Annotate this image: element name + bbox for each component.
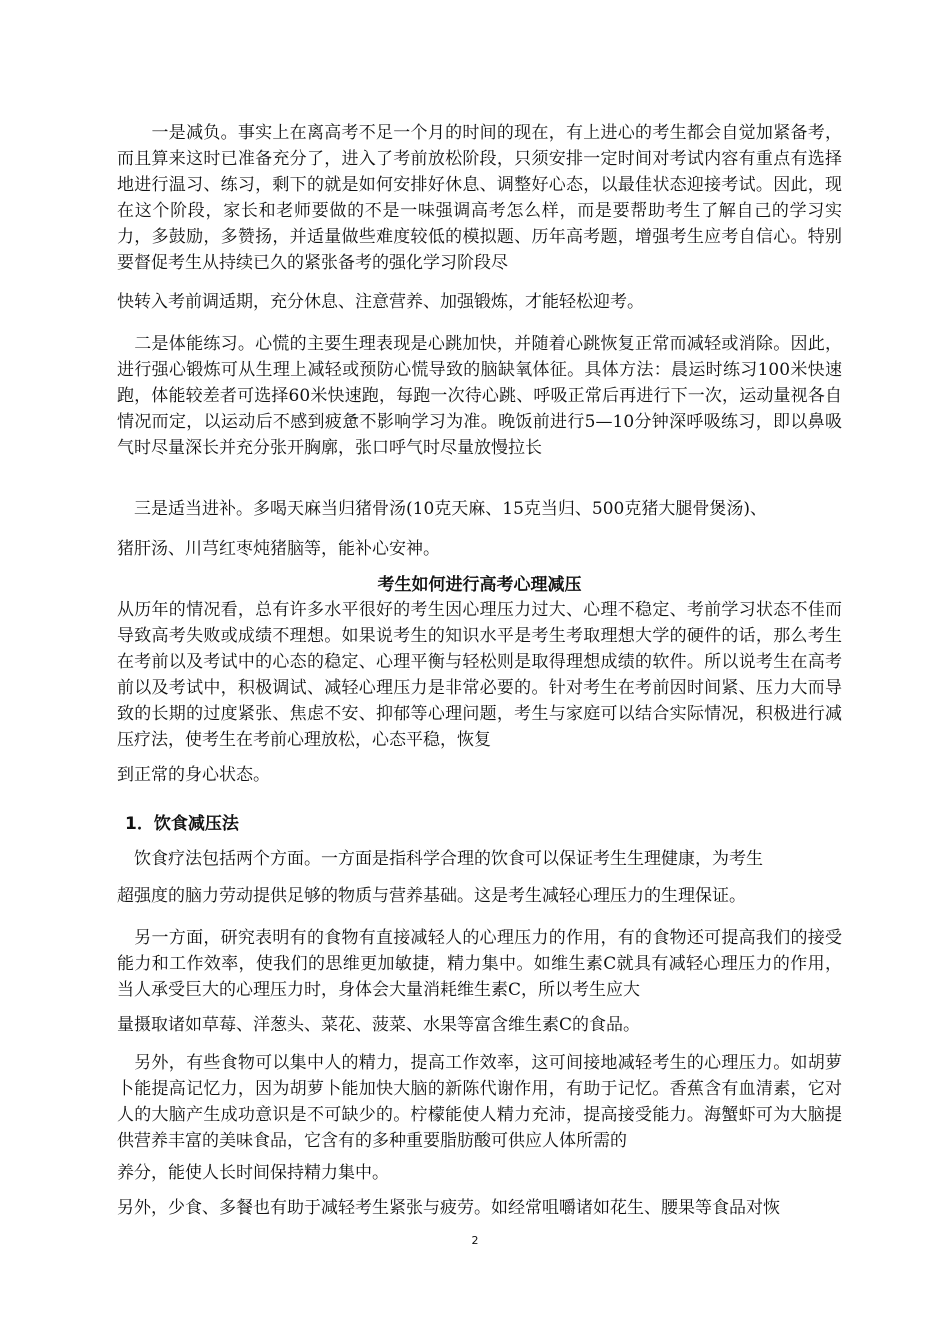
section-heading-diet: 1．饮食减压法 xyxy=(125,814,239,834)
paragraph-reduce-burden-end: 快转入考前调适期，充分休息、注意营养、加强锻炼，才能轻松迎考。 xyxy=(117,292,644,312)
paragraph-intro: 从历年的情况看，总有许多水平很好的考生因心理压力过大、心理不稳定、考前学习状态不佳而导致高考失败或成绩不理想。如果说考生的知识水平是考生考取理想大学的硬件的话，那么考生在考前以及考试中的心态的稳定、心理平衡与轻松则是取得理想成绩的软件。所以说考生在高考前以及考试中，积极调试、减轻心理压力是非常必要的。针对考生在考前因时间紧、压力大而导致的长期的过度紧张、焦虑不安、抑郁等心理问题，考生与家庭可以结合实际情况，积极进行减压疗法，使考生在考前心理放松，心态平稳，恢复 xyxy=(117,600,842,750)
paragraph-diet-2-end: 量摄取诸如草莓、洋葱头、菜花、菠菜、水果等富含维生素C的食品。 xyxy=(117,1015,641,1035)
paragraph-diet-1-end: 超强度的脑力劳动提供足够的物质与营养基础。这是考生减轻心理压力的生理保证。 xyxy=(117,886,746,906)
paragraph-intro-end: 到正常的身心状态。 xyxy=(117,765,270,785)
page-number: 2 xyxy=(471,1234,479,1247)
article-title: 考生如何进行高考心理减压 xyxy=(377,575,582,595)
paragraph-physical-training: 二是体能练习。心慌的主要生理表现是心跳加快，并随着心跳恢复正常而减轻或消除。因此，进行强心锻炼可从生理上减轻或预防心慌导致的脑缺氧体征。具体方法：晨运时练习100米快速跑，体能较差者可选择60米快速跑，每跑一次待心跳、呼吸正常后再进行下一次，运动量视各自情况而定，以运动后不感到疲惫不影响学习为准。晚饭前进行5—10分钟深呼吸练习，即以鼻吸气时尽量深长并充分张开胸廓，张口呼气时尽量放慢拉长 xyxy=(117,334,842,458)
paragraph-diet-1: 饮食疗法包括两个方面。一方面是指科学合理的饮食可以保证考生生理健康，为考生 xyxy=(117,849,763,869)
paragraph-nourishment: 三是适当进补。多喝天麻当归猪骨汤(10克天麻、15克当归、500克猪大腿骨煲汤)、 xyxy=(117,499,767,519)
paragraph-diet-4: 另外，少食、多餐也有助于减轻考生紧张与疲劳。如经常咀嚼诸如花生、腰果等食品对恢 xyxy=(117,1198,780,1218)
paragraph-diet-2: 另一方面，研究表明有的食物有直接减轻人的心理压力的作用，有的食物还可提高我们的接受能力和工作效率，使我们的思维更加敏捷，精力集中。如维生素C就具有减轻心理压力的作用，当人承受巨大的心理压力时，身体会大量消耗维生素C，所以考生应大 xyxy=(117,928,842,1000)
paragraph-diet-3: 另外，有些食物可以集中人的精力，提高工作效率，这可间接地减轻考生的心理压力。如胡萝卜能提高记忆力，因为胡萝卜能加快大脑的新陈代谢作用，有助于记忆。香蕉含有血清素，它对人的大脑产生成功意识是不可缺少的。柠檬能使人精力充沛，提高接受能力。海蟹虾可为大脑提供营养丰富的美味食品，它含有的多种重要脂肪酸可供应人体所需的 xyxy=(117,1053,842,1151)
paragraph-diet-3-end: 养分，能使人长时间保持精力集中。 xyxy=(117,1163,389,1183)
paragraph-reduce-burden: 一是减负。事实上在离高考不足一个月的时间的现在，有上进心的考生都会自觉加紧备考，而且算来这时已准备充分了，进入了考前放松阶段，只须安排一定时间对考试内容有重点有选择地进行温习、练习，剩下的就是如何安排好休息、调整好心态，以最佳状态迎接考试。因此，现在这个阶段，家长和老师要做的不是一味强调高考怎么样，而是要帮助考生了解自己的学习实力，多鼓励，多赞扬，并适量做些难度较低的模拟题、历年高考题，增强考生应考自信心。特别要督促考生从持续已久的紧张备考的强化学习阶段尽 xyxy=(117,123,842,273)
paragraph-nourishment-end: 猪肝汤、川芎红枣炖猪脑等，能补心安神。 xyxy=(117,539,440,559)
